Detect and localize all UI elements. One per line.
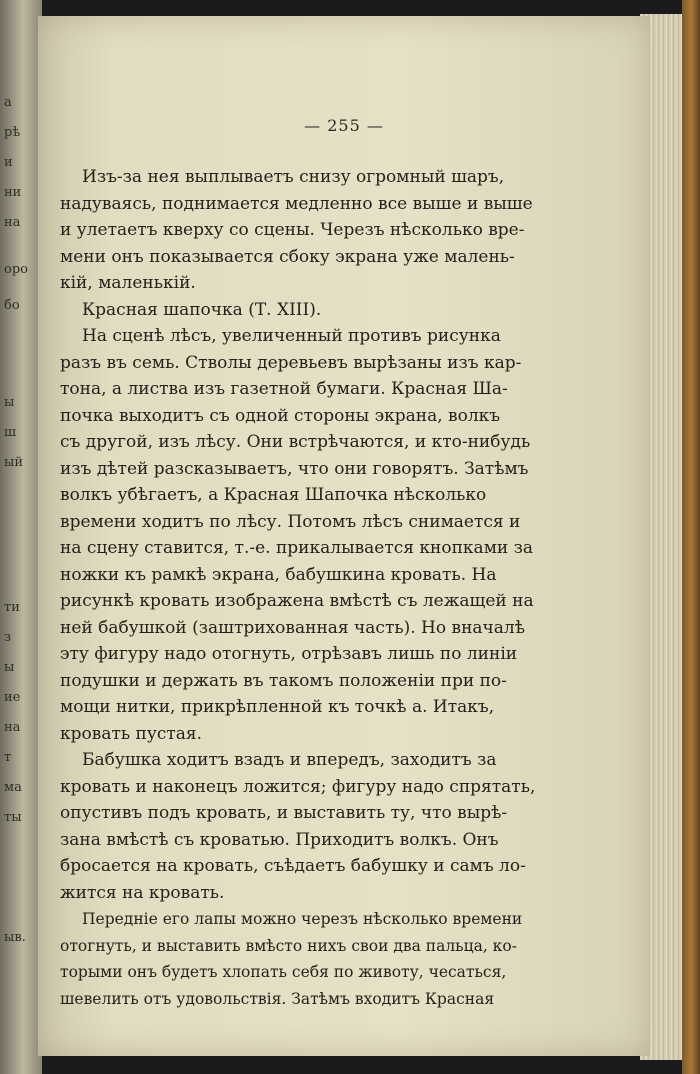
text-line: кровать пустая. (60, 723, 203, 744)
text-line: Передніе его лапы можно черезъ нѣсколько времени (82, 910, 523, 928)
text-line: кровать и наконецъ ложится; фигуру надо спрятать, (60, 776, 536, 797)
text-line: торыми онъ будетъ хлопать себя по животу, чесаться, (60, 963, 507, 981)
left-page-fragment: на (4, 215, 21, 230)
text-line: шевелить отъ удовольствія. Затѣмъ входитъ Красная (60, 989, 495, 1008)
left-page-fragment: и (4, 155, 13, 170)
left-page-fragment: на (4, 720, 21, 735)
left-page-fragment: ие (4, 690, 21, 705)
text-line: подушки и держать въ такомъ положеніи при по- (60, 670, 507, 691)
text-line: на сцену ставится, т.-е. прикалывается кнопками за (60, 538, 534, 558)
left-page-fragment: ни (4, 185, 22, 200)
left-page-fragment: оро (4, 262, 28, 277)
section-heading: Красная шапочка (Т. XIII). (82, 299, 322, 320)
text-line: Бабушка ходитъ взадъ и впередъ, заходитъ за (82, 750, 497, 770)
left-page-fragment: ш (4, 425, 17, 440)
left-page-fragment: ма (4, 780, 22, 795)
text-line: кій, маленькій. (60, 273, 196, 293)
left-page-fragment: а (4, 95, 12, 110)
text-line: ножки къ рамкѣ экрана, бабушкина кровать. На (60, 564, 497, 585)
text-line: времени ходитъ по лѣсу. Потомъ лѣсъ снимается и (60, 511, 521, 532)
text-line: опустивъ подъ кровать, и выставить ту, что вырѣ- (60, 803, 508, 823)
text-line: тона, а листва изъ газетной бумаги. Красная Ша- (60, 379, 508, 399)
text-line: и улетаетъ кверху со сцены. Черезъ нѣсколько вре- (60, 220, 525, 240)
text-line: мени онъ показывается сбоку экрана уже малень- (60, 246, 515, 267)
text-line: Изъ-за нея выплываетъ снизу огромный шаръ, (82, 167, 505, 187)
left-page-fragment: т (4, 750, 12, 765)
left-page-fragment: ты (4, 810, 22, 825)
text-line: волкъ убѣгаетъ, а Красная Шапочка нѣсколько (60, 485, 487, 505)
left-page-fragment: ыв. (4, 930, 26, 945)
text-line: эту фигуру надо отогнуть, отрѣзавъ лишь по линіи (60, 644, 518, 664)
left-page-fragment: ы (4, 660, 15, 675)
left-page-fragment: ый (4, 455, 24, 470)
left-page-fragment: бо (4, 298, 20, 313)
book-cover-edge (682, 0, 700, 1074)
page-number: — 255 — (304, 116, 384, 135)
text-line: надуваясь, поднимается медленно все выше и выше (60, 193, 533, 214)
left-page-edge (0, 0, 42, 1074)
left-page-fragment: з (4, 630, 12, 645)
text-line: рисункѣ кровать изображена вмѣстѣ съ лежащей на (60, 591, 534, 611)
text-line: изъ дѣтей разсказываетъ, что они говорятъ. Затѣмъ (60, 458, 529, 479)
text-line: съ другой, изъ лѣсу. Они встрѣчаются, и кто-нибудь (60, 432, 531, 452)
left-page-fragment: ти (4, 600, 20, 615)
text-line: жится на кровать. (60, 882, 225, 903)
text-line: На сценѣ лѣсъ, увеличенный противъ рисунка (82, 326, 501, 346)
book-page (38, 16, 650, 1056)
text-line: разъ въ семь. Стволы деревьевъ вырѣзаны изъ кар- (60, 352, 522, 373)
left-page-fragment: ы (4, 395, 15, 410)
text-line: отогнуть, и выставить вмѣсто нихъ свои два пальца, ко- (60, 936, 517, 955)
page-text (60, 164, 570, 1012)
text-line: ней бабушкой (заштрихованная часть). Но вначалѣ (60, 617, 525, 638)
text-line: бросается на кровать, съѣдаетъ бабушку и самъ ло- (60, 856, 526, 876)
text-line: почка выходитъ съ одной стороны экрана, волкъ (60, 405, 501, 426)
text-line: зана вмѣстѣ съ кроватью. Приходитъ волкъ. Онъ (60, 829, 499, 850)
text-line: мощи нитки, прикрѣпленной къ точкѣ а. Итакъ, (60, 697, 495, 717)
left-page-fragment: рѣ (4, 125, 21, 140)
